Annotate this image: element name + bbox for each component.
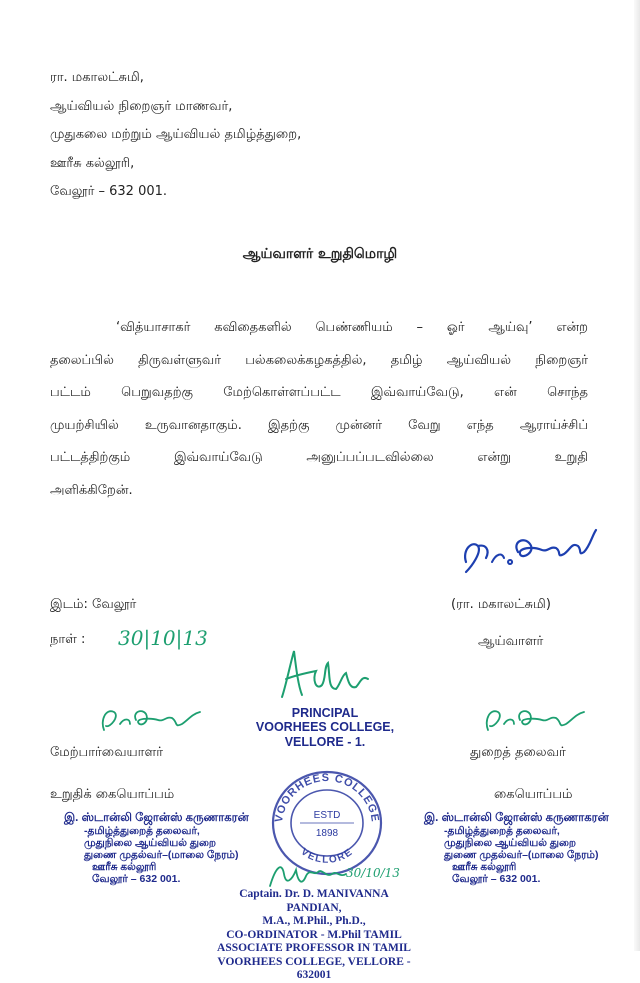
researcher-role: ஆய்வாளர்: [478, 634, 544, 649]
date-label: நாள் :: [50, 632, 86, 647]
page-edge-shadow: [634, 0, 640, 951]
stamp-line: வேலூர் – 632 001.: [92, 873, 181, 886]
principal-stamp-line: PRINCIPAL: [291, 706, 359, 720]
stamp-line: ஊரீசு கல்லூரி: [92, 861, 157, 874]
paragraph-line: பட்டத்திற்கும் இவ்வாய்வேடு அனுப்பப்படவில்லை என்று உறுதி: [50, 450, 588, 465]
stamp-line: வேலூர் – 632 001.: [452, 873, 541, 886]
stamp-name: இ. ஸ்டான்லி ஜோன்ஸ் கருணாகரன்: [424, 812, 609, 824]
paragraph-line: அளிக்கிறேன்.: [50, 482, 133, 498]
declaration-paragraph: [50, 312, 588, 507]
hod-stamp-right: [424, 812, 630, 886]
seal-bottom-text: VELLORE: [298, 846, 356, 866]
sender-department: முதுகலை மற்றும் ஆய்வியல் தமிழ்த்துறை,: [50, 127, 302, 142]
paragraph-line: முயற்சியில் உருவானதாகும். இதற்கு முன்னர் வேறு எந்த ஆராய்ச்சிப்: [50, 417, 588, 433]
coordinator-stamp: [214, 888, 414, 983]
paragraph-line: ‘வித்யாசாகர் கவிதைகளில் பெண்ணியம் – ஓர் ஆய்வு’ என்ற: [116, 320, 588, 335]
sender-city: வேலூர் – 632 001.: [50, 184, 168, 199]
stamp-line: துணை முதல்வர்–(மாலை நேரம்): [84, 849, 239, 862]
stamp-line: -தமிழ்த்துறைத் தலைவர்,: [84, 825, 200, 838]
researcher-name: (ரா. மகாலட்சுமி): [451, 597, 551, 612]
place-label: இடம்: வேலூர்: [50, 597, 137, 612]
sender-name: ரா. மகாலட்சுமி,: [50, 70, 144, 85]
coordinator-stamp-line: VOORHEES COLLEGE, VELLORE - 632001: [217, 955, 411, 981]
coordinator-stamp-line: ASSOCIATE PROFESSOR IN TAMIL: [217, 942, 411, 954]
paragraph-line: தலைப்பில் திருவள்ளுவர் பல்கலைக்கழகத்தில், தமிழ் ஆய்வியல் நிறைஞர்: [50, 352, 588, 368]
left-signature-label: உறுதிக் கையொப்பம்: [50, 787, 175, 802]
sender-address: [50, 64, 301, 207]
hod-label: துறைத் தலைவர்: [470, 745, 566, 760]
stamp-line: முதுநிலை ஆய்வியல் துறை: [84, 837, 217, 850]
principal-stamp: [250, 706, 400, 749]
stamp-line: துணை முதல்வர்–(மாலை நேரம்): [444, 849, 599, 862]
sender-designation: ஆய்வியல் நிறைஞர் மாணவர்,: [50, 98, 233, 114]
supervisor-label: மேற்பார்வையாளர்: [50, 745, 164, 760]
coordinator-stamp-line: CO-ORDINATOR - M.Phil TAMIL: [226, 928, 402, 941]
principal-signature: [276, 645, 376, 703]
hod-stamp-left: [64, 812, 264, 886]
right-signature-label: கையொப்பம்: [494, 787, 573, 802]
stamp-line: ஊரீசு கல்லூரி: [452, 861, 517, 874]
stamp-name: இ. ஸ்டான்லி ஜோன்ஸ் கருணாகரன்: [64, 812, 249, 824]
seal-estd: ESTD: [313, 810, 341, 821]
supervisor-signature: [96, 700, 206, 740]
principal-stamp-line: VELLORE - 1.: [284, 734, 366, 749]
coordinator-stamp-line: M.A., M.Phil., Ph.D.,: [262, 915, 366, 927]
stamp-line: -தமிழ்த்துறைத் தலைவர்,: [444, 825, 560, 838]
sender-college: ஊரீசு கல்லூரி,: [50, 155, 135, 171]
seal-year: 1898: [315, 828, 339, 839]
principal-stamp-line: VOORHEES COLLEGE,: [255, 720, 395, 735]
coordinator-stamp-line: Captain. Dr. D. MANIVANNA PANDIAN,: [239, 888, 389, 914]
paragraph-line: பட்டம் பெறுவதற்கு மேற்கொள்ளப்பட்ட இவ்வாய்வேடு, என் சொந்த: [50, 385, 588, 400]
seal-top-text: VOORHEES COLLEGE: [273, 771, 381, 824]
hod-signature: [480, 700, 590, 740]
document-title: ஆய்வாளர் உறுதிமொழி: [242, 246, 398, 262]
researcher-signature: [452, 522, 600, 584]
coordinator-handwritten-date: 30/10/13: [346, 866, 400, 880]
handwritten-date: 30|10|13: [118, 626, 208, 650]
stamp-line: முதுநிலை ஆய்வியல் துறை: [444, 837, 577, 850]
